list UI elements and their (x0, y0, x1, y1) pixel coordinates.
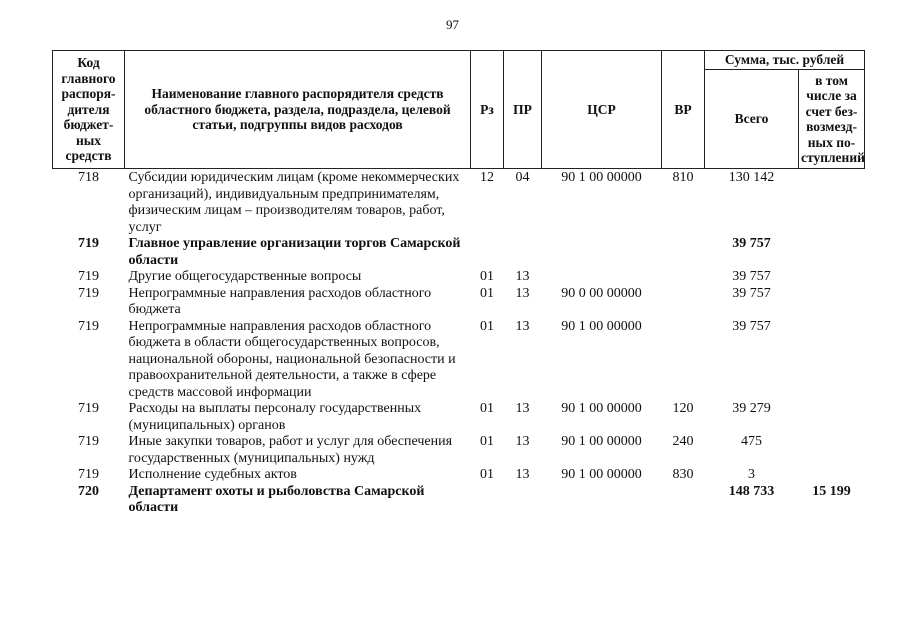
cell-rz: 01 (480, 285, 494, 301)
cell-free (799, 169, 865, 237)
cell-free (799, 319, 865, 402)
cell-vr (662, 236, 705, 269)
cell-name: Главное управление организации торгов Самарской области (128, 236, 461, 268)
cell-total: 39 757 (732, 285, 771, 301)
cell-name: Иные закупки товаров, работ и услуг для обеспечения государственных (муниципальных) нужд (128, 434, 453, 466)
cell-name: Непрограммные направления расходов областного бюджета в области общегосударственных вопросов, национальной обороны, национальной безопасности и правоохранительной деятельности, а также в сфере средств массовой информации (128, 318, 456, 400)
cell-vr: 240 (672, 434, 694, 449)
cell-vr: 810 (672, 170, 694, 185)
cell-name: Исполнение судебных актов (128, 467, 297, 482)
cell-total: 39 757 (732, 318, 771, 334)
cell-vr (662, 286, 705, 319)
cell-vr (662, 269, 705, 286)
cell-code: 719 (78, 269, 99, 284)
page-number: 97 (446, 17, 459, 32)
cell-csr: 90 0 00 00000 (561, 285, 642, 301)
cell-pr: 13 (515, 434, 530, 449)
header-csr: ЦСР (542, 51, 662, 169)
cell-free (799, 434, 865, 467)
cell-name: Другие общегосударственные вопросы (128, 269, 362, 284)
cell-free (799, 269, 865, 286)
table-row (53, 401, 865, 434)
cell-code: 719 (78, 467, 99, 482)
cell-rz (471, 484, 504, 517)
cell-rz: 01 (480, 269, 494, 284)
table-row (53, 434, 865, 467)
cell-free (799, 286, 865, 319)
table-row (53, 169, 865, 237)
cell-pr (504, 236, 542, 269)
cell-rz: 12 (480, 170, 494, 185)
cell-vr: 120 (672, 401, 694, 416)
table-row (53, 467, 865, 484)
cell-csr (542, 236, 662, 269)
cell-code: 719 (78, 285, 99, 301)
cell-vr (662, 484, 705, 517)
table-row (53, 319, 865, 402)
cell-pr: 13 (515, 285, 530, 301)
cell-code: 719 (78, 318, 99, 334)
cell-pr: 13 (515, 318, 530, 334)
cell-csr (542, 484, 662, 517)
header-code: Код главного распоря-дителя бюджет-ных средств (53, 51, 125, 169)
cell-rz: 01 (480, 401, 494, 416)
cell-name: Непрограммные направления расходов областного бюджета (128, 285, 432, 317)
cell-rz (471, 236, 504, 269)
cell-name: Департамент охоты и рыболовства Самарской области (128, 483, 425, 515)
budget-table (52, 50, 865, 517)
cell-csr: 90 1 00 00000 (561, 434, 642, 449)
cell-total: 130 142 (728, 170, 775, 185)
cell-csr: 90 1 00 00000 (561, 170, 642, 185)
table-row (53, 484, 865, 517)
table-row (53, 236, 865, 269)
cell-rz: 01 (480, 434, 494, 449)
cell-free (799, 236, 865, 269)
header-sum: Сумма, тыс. рублей (705, 51, 865, 70)
cell-total: 39 757 (732, 269, 771, 284)
table-row (53, 286, 865, 319)
cell-total: 39 279 (732, 401, 771, 416)
cell-name: Расходы на выплаты персоналу государственных (муниципальных) органов (128, 401, 422, 433)
cell-total: 148 733 (728, 483, 775, 499)
cell-total: 475 (741, 434, 762, 449)
cell-free (799, 401, 865, 434)
cell-name: Субсидии юридическим лицам (кроме некоммерческих организаций), индивидуальным предпринимателям, физическим лицам – производителям товаров, работ, услуг (128, 170, 460, 235)
cell-csr: 90 1 00 00000 (561, 467, 642, 482)
cell-total: 3 (748, 467, 755, 482)
cell-code: 718 (78, 170, 99, 185)
cell-code: 719 (78, 401, 99, 416)
header-pr: ПР (504, 51, 542, 169)
cell-vr (662, 319, 705, 402)
table-header (53, 51, 865, 169)
cell-rz: 01 (480, 467, 494, 482)
header-free: в том числе за счет без-возмезд-ных по-ступлений (799, 70, 865, 169)
cell-csr: 90 1 00 00000 (561, 318, 642, 334)
header-total: Всего (705, 70, 799, 169)
header-rz: Рз (471, 51, 504, 169)
cell-code: 719 (78, 236, 99, 251)
cell-pr: 04 (515, 170, 530, 185)
header-vr: ВР (662, 51, 705, 169)
cell-pr (504, 484, 542, 517)
table-body (53, 169, 865, 517)
cell-total: 39 757 (732, 236, 771, 251)
cell-code: 719 (78, 434, 99, 449)
cell-pr: 13 (515, 269, 530, 284)
cell-pr: 13 (515, 467, 530, 482)
header-name: Наименование главного распорядителя средств областного бюджета, раздела, подраздела, целевой статьи, подгруппы видов расходов (125, 51, 471, 169)
cell-free (799, 467, 865, 484)
cell-csr: 90 1 00 00000 (561, 401, 642, 416)
table-row (53, 269, 865, 286)
cell-vr: 830 (672, 467, 694, 482)
cell-rz: 01 (480, 318, 494, 334)
cell-free: 15 199 (812, 483, 851, 499)
cell-csr (542, 269, 662, 286)
cell-pr: 13 (515, 401, 530, 416)
cell-code: 720 (78, 483, 99, 499)
